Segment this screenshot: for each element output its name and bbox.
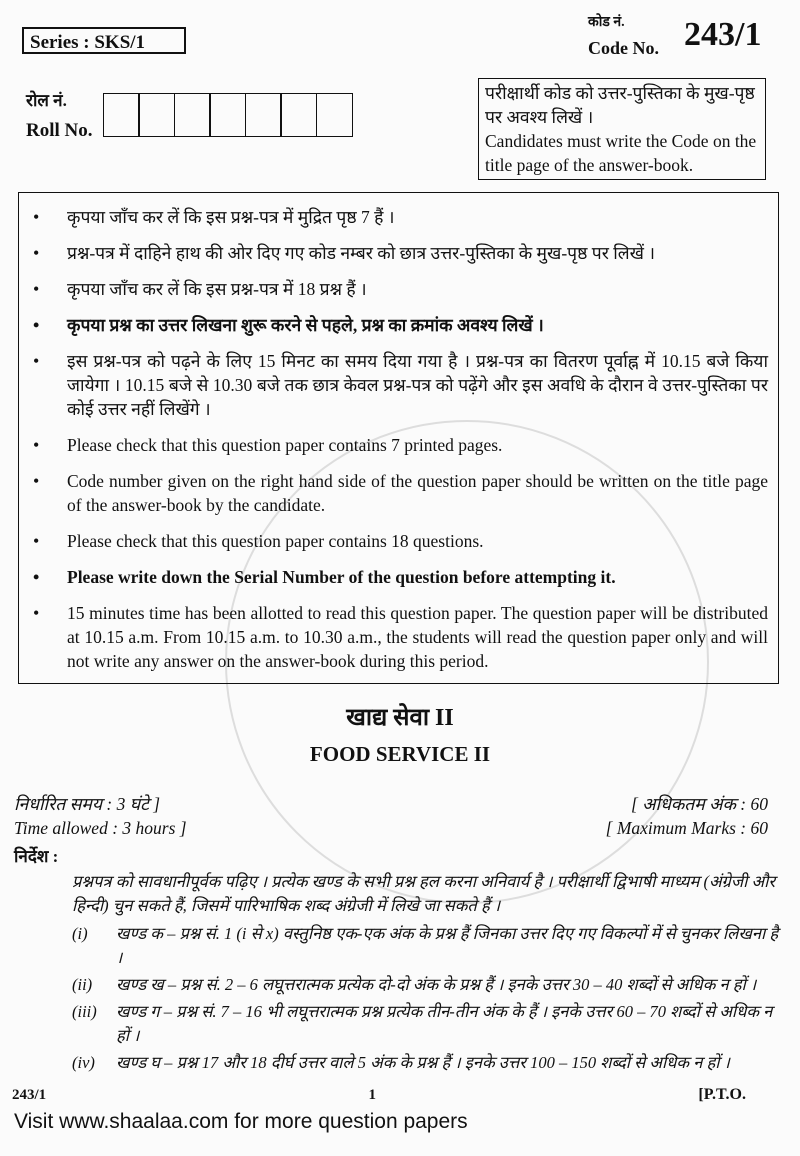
shaalaa-link[interactable]: Visit www.shaalaa.com for more question papers [14,1110,468,1133]
instructions-list [72,922,784,1075]
page-footer [0,1085,800,1105]
code-note-hindi: परीक्षार्थी कोड को उत्तर-पुस्तिका के मुख-पृष्ठ पर अवश्य लिखें । [485,83,755,127]
time-english: Time allowed : 3 hours ] [14,818,187,838]
code-label-hindi: कोड नं. [588,15,625,30]
general-instructions-box [18,192,779,684]
page-content [0,192,800,1147]
bullet-item: • Please check that this question paper contains 7 printed pages. [49,433,768,457]
bullet-item: • कृपया जाँच कर लें कि इस प्रश्न-पत्र में 18 प्रश्न हैं । [49,277,768,301]
time-marks-english-row [0,816,800,840]
marks-hindi: [ अधिकतम अंक : 60 [631,794,768,814]
instructions-intro: प्रश्नपत्र को सावधानीपूर्वक पढ़िए । प्रत्येक खण्ड के सभी प्रश्न हल करना अनिवार्य है । परीक्षार्थी द्विभाषी माध्यम (अंग्रेजी और हिन्दी) चुन सकते हैं, जिसमें पारिभाषिक शब्द अंग्रेजी में लिखे जा सकते हैं । [72,872,776,915]
marks-english: [ Maximum Marks : 60 [605,818,768,838]
footer-code: 243/1 [12,1087,47,1103]
time-marks-hindi-row [0,792,800,816]
page-number: 1 [368,1087,377,1103]
time-hindi: निर्धारित समय : 3 घंटे ] [14,794,161,814]
bullet-item: • 15 minutes time has been allotted to read this question paper. The question paper will be distributed at 10.15 a.m. From 10.15 a.m. to 10.30 a.m., the students will read the question paper only and will not write any answer on the answer-book during this period. [49,601,768,673]
roll-label-hindi: रोल नं. [26,91,67,110]
title-hindi: खाद्य सेवा II [346,705,454,731]
instruction-item: (iii) खण्ड ग – प्रश्न सं. 7 – 16 भी लघूत्तरात्मक प्रश्न प्रत्येक तीन-तीन अंक के हैं । इनके उत्तर 60 – 70 शब्दों से अधिक न हों । [72,1002,773,1045]
bullet-item: • Please check that this question paper contains 18 questions. [49,529,768,553]
page-header [0,0,800,192]
roll-number-boxes [104,93,353,137]
bullet-item: • कृपया प्रश्न का उत्तर लिखना शुरू करने से पहले, प्रश्न का क्रमांक अवश्य लिखें । [49,313,768,337]
bullet-item: • इस प्रश्न-पत्र को पढ़ने के लिए 15 मिनट का समय दिया गया है । प्रश्न-पत्र का वितरण पूर्वाह्न में 10.15 बजे किया जायेगा । 10.15 बजे से 10.30 बजे तक छात्र केवल प्रश्न-पत्र को पढ़ेंगे और इस अवधि के दौरान वे उत्तर-पुस्तिका पर कोई उत्तर नहीं लिखेंगे । [49,349,768,421]
roll-label: Roll No. [26,120,93,141]
instruction-item: (i) खण्ड क – प्रश्न सं. 1 (i से x) वस्तुनिष्ठ एक-एक अंक के प्रश्न हैं जिनका उत्तर दिए गए विकल्पों में से चुनकर लिखना है । [72,924,779,967]
bullet-item: • Please write down the Serial Number of the question before attempting it. [49,565,768,589]
instruction-item: (ii) खण्ड ख – प्रश्न सं. 2 – 6 लघूत्तरात्मक प्रत्येक दो-दो अंक के प्रश्न हैं । इनके उत्तर 30 – 40 शब्दों से अधिक न हों । [72,975,757,994]
instructions-heading: निर्देश : [14,847,59,866]
instruction-item: (iv) खण्ड घ – प्रश्न 17 और 18 दीर्घ उत्तर वाले 5 अंक के प्रश्न हैं । इनके उत्तर 100 – 150 शब्दों से अधिक न हों । [72,1053,730,1072]
code-note-english: Candidates must write the Code on the title page of the answer-book. [485,131,757,175]
code-label: Code No. [588,38,659,58]
pto-label: [P.T.O. [698,1086,746,1103]
title-english: FOOD SERVICE II [309,742,491,766]
code-value: 243/1 [684,16,762,53]
code-note-box [478,78,766,180]
bullet-item: • Code number given on the right hand side of the question paper should be written on the title page of the answer-book by the candidate. [49,469,768,517]
bullet-item: • कृपया जाँच कर लें कि इस प्रश्न-पत्र में मुद्रित पृष्ठ 7 हैं । [49,205,768,229]
bullet-item: • प्रश्न-पत्र में दाहिने हाथ की ओर दिए गए कोड नम्बर को छात्र उत्तर-पुस्तिका के मुख-पृष्ठ पर लिखें । [49,241,768,265]
series-label: Series : SKS/1 [22,27,186,54]
